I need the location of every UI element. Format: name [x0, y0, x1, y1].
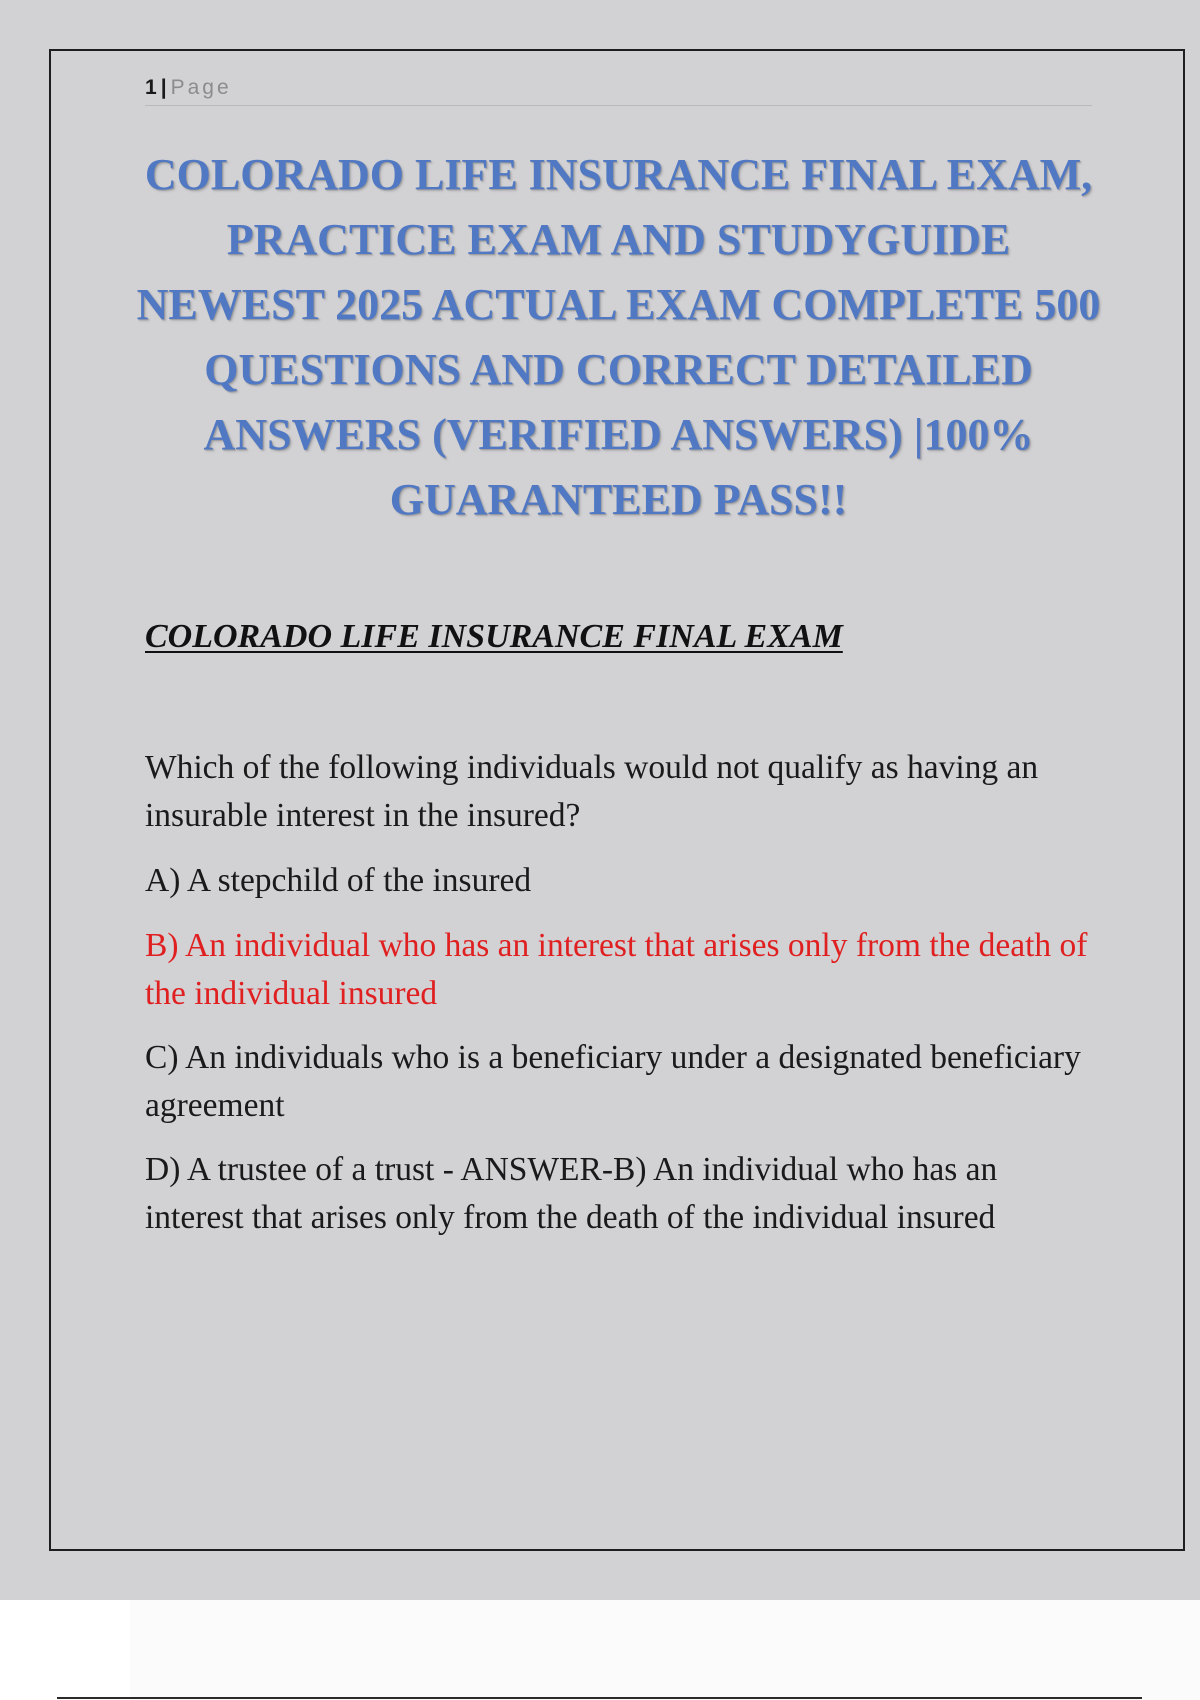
- next-page-edge: [130, 1600, 1200, 1700]
- document-title: COLORADO LIFE INSURANCE FINAL EXAM, PRACTICE EXAM AND STUDYGUIDE NEWEST 2025 ACTUAL EXAM COMPLETE 500 QUESTIONS AND CORRECT DETAILED ANSWERS (VERIFIED ANSWERS) |100% GUARANTEED PASS!!: [136, 150, 1101, 524]
- page-separator: |: [160, 76, 167, 99]
- option-d-with-answer: D) A trustee of a trust - ANSWER-B) An individual who has an interest that arises only from the death of the individual insured: [145, 1151, 998, 1236]
- option-a: A) A stepchild of the insured: [145, 862, 532, 899]
- next-page-rule: [57, 1697, 1142, 1699]
- question-text: Which of the following individuals would not qualify as having an insurable interest in the insured?: [145, 749, 1039, 834]
- option-b-correct: B) An individual who has an interest that arises only from the death of the individual insured: [145, 927, 1088, 1012]
- section-heading: COLORADO LIFE INSURANCE FINAL EXAM: [145, 618, 843, 655]
- page-label: Page: [170, 76, 232, 99]
- page-number: 1: [145, 76, 157, 99]
- page-header: [145, 76, 1092, 106]
- option-c: C) An individuals who is a beneficiary under a designated beneficiary agreement: [145, 1039, 1081, 1124]
